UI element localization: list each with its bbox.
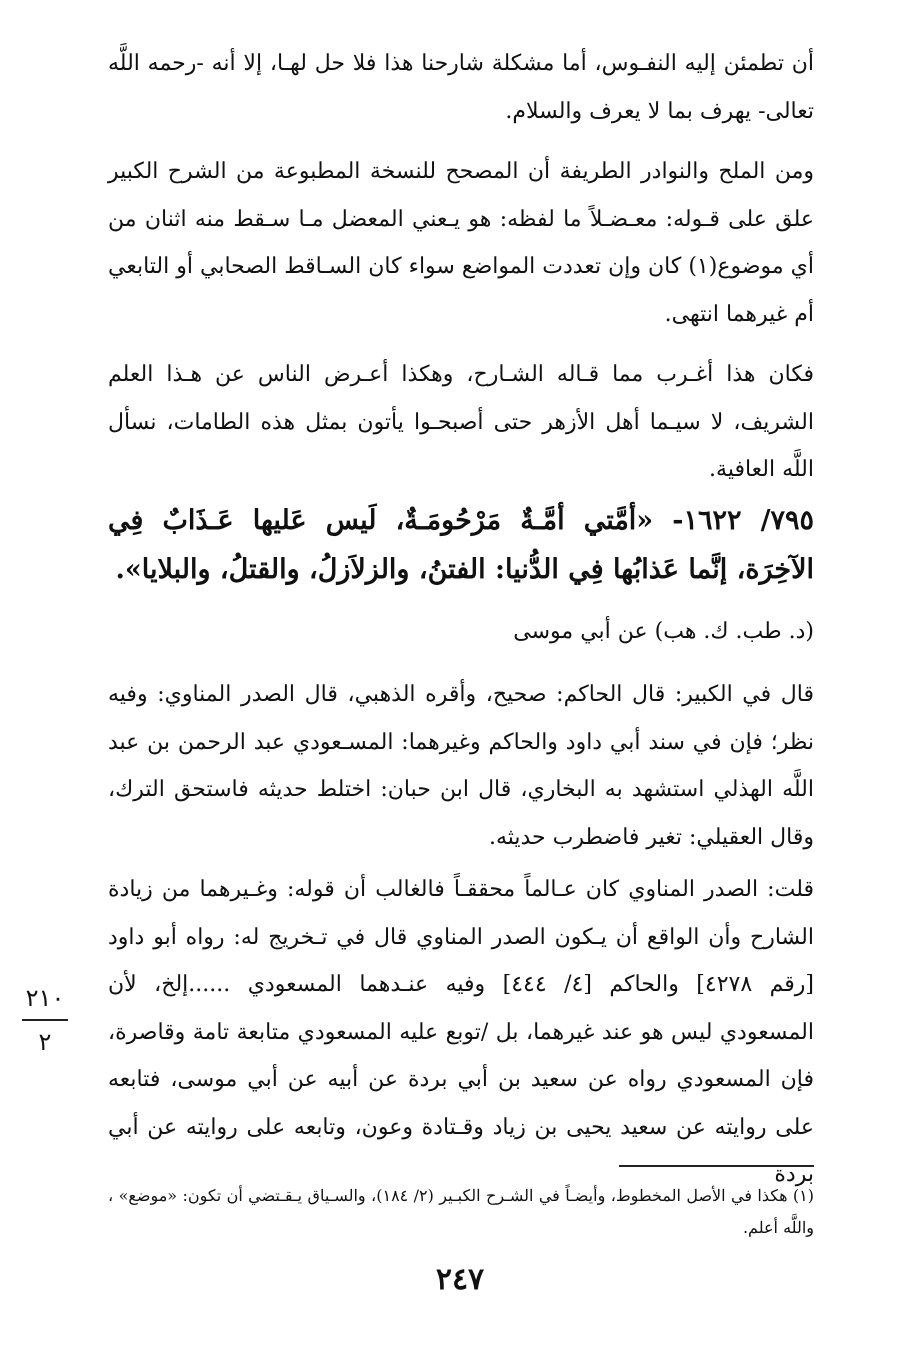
paragraph-1: أن تطمئن إليه النفـوس، أما مشكلة شارحنا هذا فلا حل لهـا، إلا أنه -رحمه اللَّه تعالى- يهرف بما لا يعرف والسلام. <box>108 51 814 124</box>
hadith-source: (د. طب. ك. هب) عن أبي موسى <box>513 619 814 644</box>
footnote-divider <box>619 1165 814 1167</box>
page-number: ٢٤٧ <box>435 1262 485 1297</box>
paragraph-5: قلت: الصدر المناوي كان عـالماً محققـاً فالغالب أن قوله: وغـيرهما من زيادة الشارح وأن الواقع أن يـكون الصدر المناوي قال في تـخريج له: رواه أبو داود [رقم ٤٢٧٨] والحاكم [٤/ ٤٤٤] وفيه عنـدهما المسعودي ......إلخ، لأن المسعودي ليس هو عند غيرهما، بل /توبع عليه المسعودي متابعة تامة وقاصرة، فإن المسعودي رواه عن سعيد بن أبي بردة عن أبيه عن أبي موسى، فتابعه على روايته عن سعيد يحيى بن زياد وقـتادة وعون، وتابعه على روايته عن أبي بردة <box>108 877 814 1187</box>
margin-reference-rule <box>22 1019 68 1021</box>
paragraph-4: قال في الكبير: قال الحاكم: صحيح، وأقره الذهبي، قال الصدر المناوي: وفيه نظر؛ فإن في سند أبي داود والحاكم وغيرهما: المسـعودي عبد الرحمن بن عبد اللَّه الهذلي استشهد به البخاري، قال ابن حبان: اختلط حديثه فاستحق الترك، وقال العقيلي: تغير فاضطرب حديثه. <box>108 682 814 850</box>
paragraph-3: فكان هذا أغـرب مما قـاله الشـارح، وهكذا أعـرض الناس عن هـذا العلم الشريف، لا سيـما أهل الأزهر حتى أصبحـوا يأتون بمثل هذه الطامات، نسأل اللَّه العافية. <box>108 362 814 482</box>
margin-reference-top: ٢١٠ <box>25 984 65 1012</box>
footnotes <box>108 1180 814 1244</box>
paragraph-2: ومن الملح والنوادر الطريفة أن المصحح للنسخة المطبوعة من الشرح الكبير علق على قـوله: معـضـلاً ما لفظه: هو يـعني المعضل مـا سـقط منه اثنان من أي موضوع(١) كان وإن تعددت المواضع سواء كان السـاقط الصحابي أو التابعي أم غيرهما انتهى. <box>108 159 814 327</box>
margin-reference <box>15 982 75 1058</box>
footnote-1: (١) هكذا في الأصل المخطوط، وأيضـاً في الشـرح الكبـير (٢/ ١٨٤)، والسـياق يـقـتضي أن تكون: «موضع» ، واللَّه أعلم. <box>108 1186 815 1237</box>
hadith-text: ٧٩٥/ ١٦٢٢- «أمَّتي أمَّـةٌ مَرْحُومَـةٌ، لَيس عَليها عَـذَابٌ فِي الآخِرَة، إنَّما عَذابُها فِي الدُّنيا: الفتنُ، والزلاَزلُ، والقتلُ، والبلايا». <box>108 505 814 585</box>
margin-reference-bottom: ٢ <box>38 1028 52 1056</box>
